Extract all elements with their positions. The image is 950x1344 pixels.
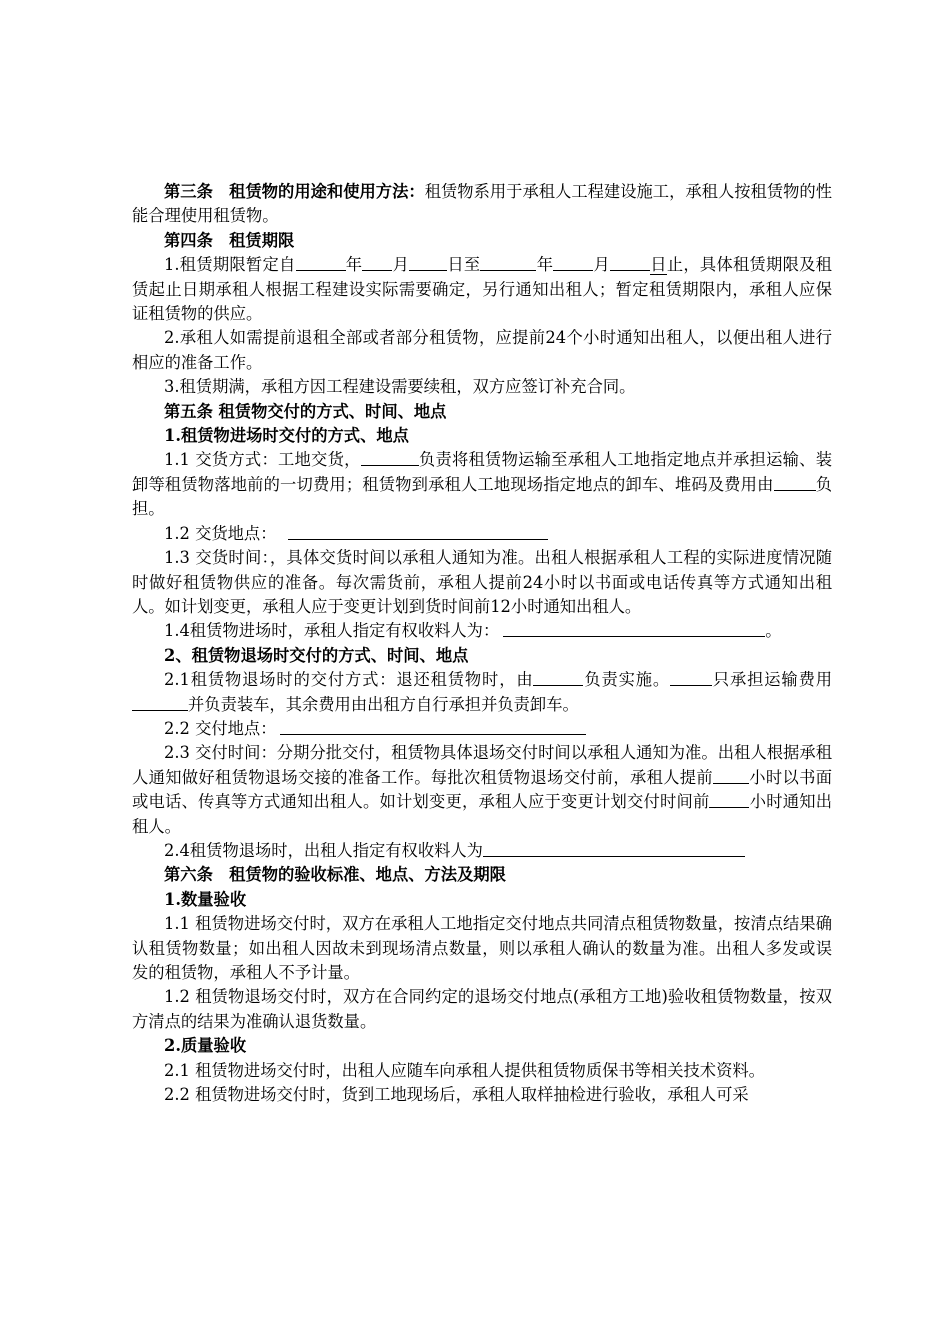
lease-period-rest: 止，具体租赁期限及租赁起止日期承租人根据工程建设实际需要确定，另行通知出租人；暂定租赁期限内，承租人应保证租赁物的供应。 (132, 255, 832, 324)
loading-party-blank (132, 693, 188, 711)
article-3 (132, 180, 832, 229)
article-6-para-1-1: 1.1 租赁物进场交付时，双方在承租人工地指定交付地点共同清点租赁物数量，按清点结果确认租赁物数量；如出租人因故未到现场清点数量，则以承租人确认的数量为准。出租人多发或误发的租赁物，承租人不予计量。 (132, 914, 832, 982)
delivery-party-blank (361, 448, 419, 466)
article-6-section-2-heading: 2.质量验收 (164, 1036, 247, 1056)
start-day-blank (409, 253, 447, 271)
end-year-label: 年 (536, 255, 554, 275)
delivery-place-label: 1.2 交货地点： (164, 523, 277, 543)
return-method-mid: 负责实施。 (583, 670, 671, 690)
delivery-method-tail: 负担。 (132, 474, 832, 519)
delivery-method-lead: 1.1 交货方式：工地交货， (164, 450, 361, 470)
end-day-label: 日 (650, 255, 667, 275)
notice-hours-blank (713, 766, 749, 784)
return-time-lead: 2.3 交付时间：分期分批交付，租赁物具体退场交付时间以承租人通知为准。出租人根据承租人通知做好租赁物退场交接的准备工作。每批次租赁物退场交付前，承租人提前 (132, 743, 832, 787)
article-5-para-2-2 (132, 717, 832, 741)
article-3-heading: 第三条 租赁物的用途和使用方法： (164, 182, 425, 201)
end-year-blank (480, 253, 536, 271)
start-month-label: 月 (392, 255, 410, 275)
document-page (132, 180, 832, 1107)
receiver-out-blank (483, 839, 745, 857)
return-time-tail: 小时通知出租人。 (132, 792, 832, 836)
article-5-heading: 第五条 租赁物交付的方式、时间、地点 (164, 401, 447, 421)
return-method-tail: 并负责装车，其余费用由出租方自行承担并负责卸车。 (188, 694, 579, 714)
start-year-blank (296, 253, 346, 271)
receiver-in-label: 1.4租赁物进场时，承租人指定有权收料人为： (164, 621, 500, 641)
return-party-blank (533, 668, 583, 686)
article-4-para-1 (132, 253, 832, 326)
lease-period-lead: 1.租赁期限暂定自 (164, 255, 296, 275)
end-month-blank (553, 253, 593, 271)
article-5-para-1-3: 1.3 交货时间：，具体交货时间以承租人通知为准。出租人根据承租人工程的实际进度情况随时做好租赁物供应的准备。每次需货前，承租人提前24小时以书面或电话传真等方式通知出租人。如计划变更，承租人应于变更计划到货时间前12小时通知出租人。 (132, 548, 832, 616)
article-6-section-1-heading: 1.数量验收 (164, 889, 247, 909)
receiver-in-blank (503, 619, 765, 637)
article-5-para-1-4 (132, 619, 832, 643)
article-5-section-2-heading: 2、租赁物退场时交付的方式、时间、地点 (164, 645, 469, 665)
return-place-blank (280, 717, 586, 735)
article-3-text: 租赁物系用于承租人工程建设施工，承租人按租赁物的性能合理使用租赁物。 (132, 182, 832, 226)
article-4-heading: 第四条 租赁期限 (164, 230, 295, 250)
transport-party-blank (670, 668, 712, 686)
start-year-label: 年 (345, 255, 363, 275)
change-hours-blank (709, 790, 749, 808)
return-time-mid: 小时以书面或电话、传真等方式通知出租人。如计划变更，承租人应于变更计划交付时间前 (132, 767, 832, 812)
article-4-para-2: 2.承租人如需提前退租全部或者部分租赁物，应提前24个小时通知出租人，以便出租人进行相应的准备工作。 (132, 328, 832, 372)
article-5-para-2-3 (132, 741, 832, 839)
article-6-para-1-2: 1.2 租赁物退场交付时，双方在合同约定的退场交付地点(承租方工地)验收租赁物数量，按双方清点的结果为准确认退货数量。 (132, 987, 832, 1031)
end-month-label: 月 (593, 255, 611, 275)
article-5-para-1-1 (132, 448, 832, 521)
article-5-para-2-1 (132, 668, 832, 717)
receiver-in-tail: 。 (765, 621, 782, 641)
article-6-heading: 第六条 租赁物的验收标准、地点、方法及期限 (164, 865, 506, 885)
receiver-out-label: 2.4租赁物退场时，出租人指定有权收料人为 (164, 840, 483, 860)
return-method-transport: 只承担运输费用 (712, 670, 832, 690)
article-6-para-2-2: 2.2 租赁物进场交付时，货到工地现场后，承租人取样抽检进行验收，承租人可采 (164, 1085, 749, 1105)
return-method-lead: 2.1租赁物退场时的交付方式：退还租赁物时，由 (164, 670, 534, 690)
end-day-blank (610, 253, 650, 271)
delivery-place-blank (288, 522, 548, 540)
article-5-para-2-4 (132, 839, 832, 863)
delivery-method-text: 负责将租赁物运输至承租人工地指定地点并承担运输、装卸等租赁物落地前的一切费用；租赁物到承租人工地现场指定地点的卸车、堆码及费用由 (132, 450, 832, 494)
start-day-label: 日至 (447, 255, 481, 275)
start-month-blank (362, 253, 392, 271)
article-5-section-1-heading: 1.租赁物进场时交付的方式、地点 (164, 426, 409, 446)
article-4-para-3: 3.租赁期满，承租方因工程建设需要续租，双方应签订补充合同。 (164, 377, 636, 397)
return-place-label: 2.2 交付地点： (164, 718, 277, 738)
unloading-party-blank (774, 473, 816, 491)
article-6-para-2-1: 2.1 租赁物进场交付时，出租人应随车向承租人提供租赁物质保书等相关技术资料。 (164, 1060, 765, 1080)
article-5-para-1-2 (132, 522, 832, 546)
